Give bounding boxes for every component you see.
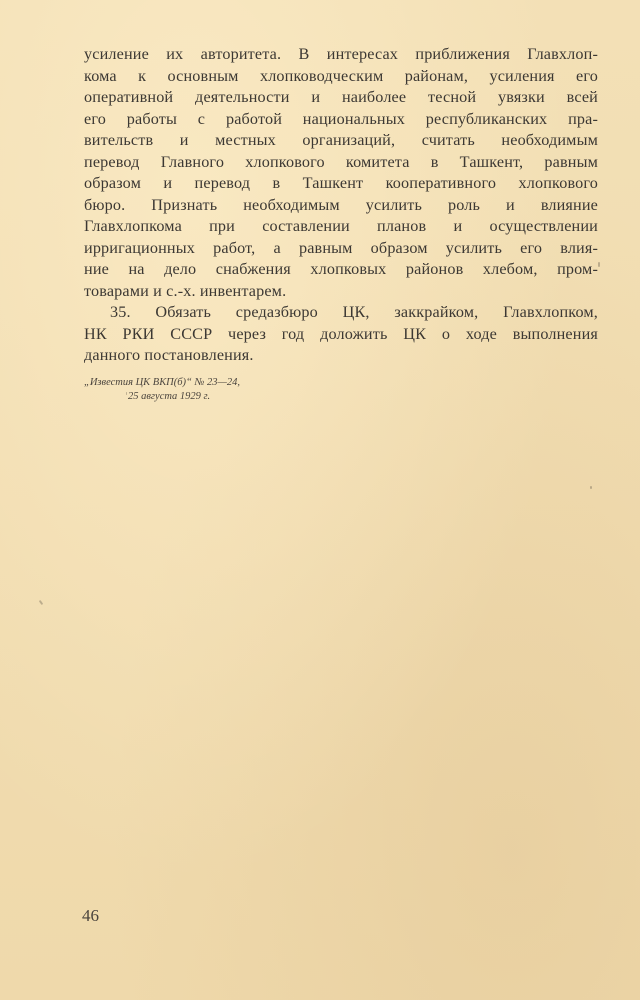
paper-speck [590, 486, 592, 489]
text-line: оперативной деятельности и наиболее тесной увязки всей [84, 88, 598, 106]
source-date: 25 августа 1929 г. [128, 391, 211, 402]
page-number: 46 [82, 906, 99, 925]
text-line: перевод Главного хлопкового комитета в Ташкент, равным [84, 152, 598, 171]
paper-speck [598, 262, 600, 267]
text-line: 35. Обязать средазбюро ЦК, заккрайком, Главхлопком, [110, 303, 598, 321]
text-line: Главхлопкома при составлении планов и осуществлении [84, 217, 598, 235]
text-line: усиление их авторитета. В интересах приближения Главхлоп- [84, 45, 598, 63]
source-line: „Известия ЦК ВКП(б)“ № 23—24, [84, 377, 240, 388]
paper-speck [39, 600, 44, 605]
text-line: его работы с работой национальных республиканских пра- [84, 109, 598, 128]
text-line: ние на дело снабжения хлопковых районов хлебом, пром- [84, 260, 598, 278]
text-line: бюро. Признать необходимым усилить роль и влияние [84, 195, 598, 214]
text-line: кома к основным хлопководческим районам, усиления его [84, 66, 598, 85]
source-citation [84, 376, 240, 404]
text-line: вительств и местных организаций, считать необходимым [84, 131, 598, 149]
text-line: образом и перевод в Ташкент кооперативного хлопкового [84, 174, 598, 192]
body-text [84, 44, 598, 367]
paper-speck [126, 392, 127, 395]
text-line: товарами и с.-х. инвентарем. [84, 281, 287, 300]
text-line: данного постановления. [84, 346, 254, 364]
text-line: ирригационных работ, а равным образом усилить его влия- [84, 238, 598, 257]
text-line: НК РКИ СССР через год доложить ЦК о ходе выполнения [84, 324, 598, 343]
